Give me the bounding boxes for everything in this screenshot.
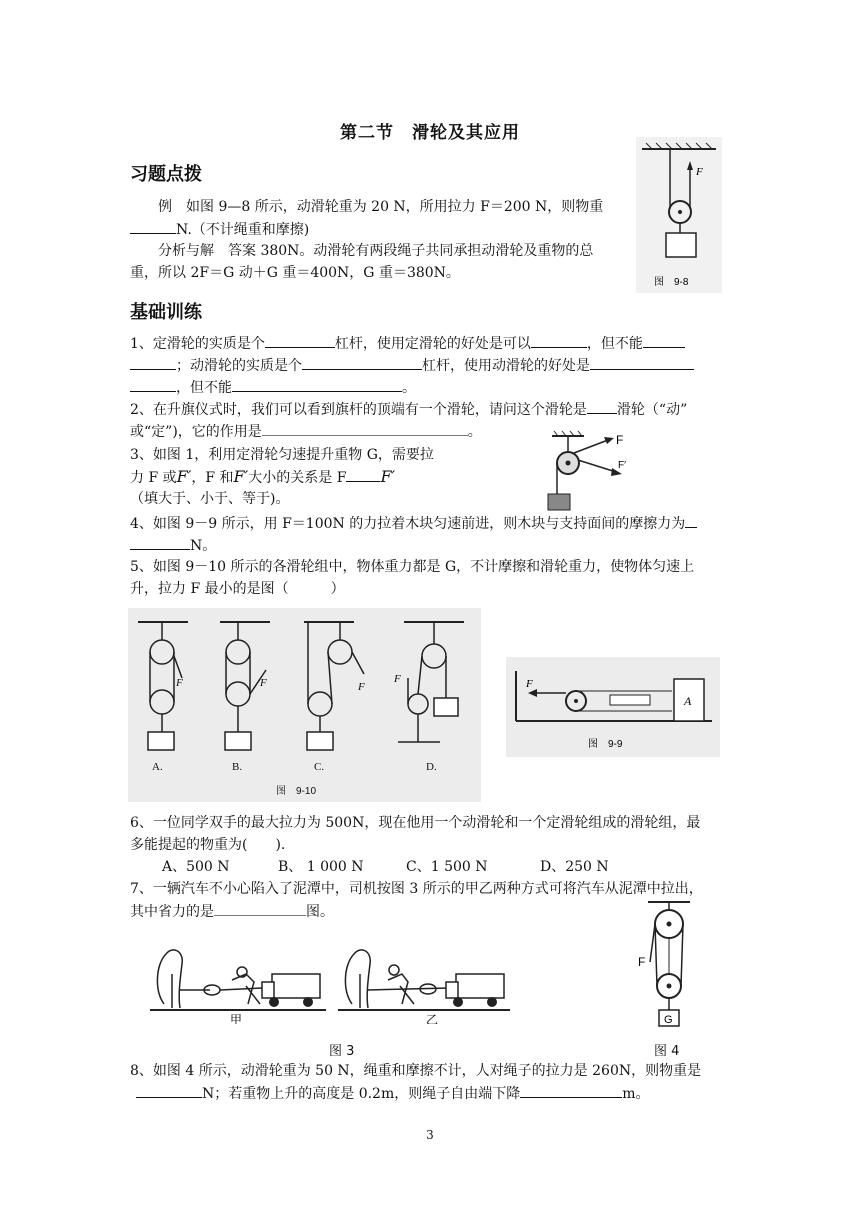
blank-4-cont[interactable] [130,534,190,550]
q6-option-c[interactable]: C、1 500 N [406,859,488,875]
blank-8b[interactable] [520,1082,622,1098]
method-a-label: 甲 [230,1013,243,1024]
question-4-line-1: 4、如图 9－9 所示，用 F＝100N 的力拉着木块匀速前进，则木块与支持面间的摩擦力为 [130,512,730,535]
blank-1c[interactable] [643,332,685,348]
question-8-line-1: 8、如图 4 所示，动滑轮重为 50 N，绳重和摩擦不计，人对绳子的拉力是 260N，则物重是 [130,1063,702,1079]
figure-4-pulley-block [630,898,710,1032]
method-b-label: 乙 [426,1013,439,1024]
force-label: F [638,955,646,969]
question-8-line-2: N；若重物上升的高度是 0.2m，则绳子自由端下降 m。 [130,1082,736,1105]
blank-3[interactable] [346,466,380,482]
blank-8a[interactable] [136,1082,202,1098]
q6-option-b[interactable]: B、 1 000 N [278,859,364,875]
force-label-d: F [394,673,401,685]
pulley-systems-diagram [128,608,481,802]
pulley-block-diagram [506,657,720,757]
question-3-line-3: （填大于、小于、等于)。 [130,491,290,507]
blank-4[interactable] [685,512,697,528]
blank-1c-cont[interactable] [130,354,176,370]
figure-3-car-pulling [150,934,540,1024]
weight-label: G [664,1014,673,1026]
blank-1e-cont[interactable] [130,376,176,392]
figure-3-caption: 图 3 [329,1044,355,1059]
blank-2b[interactable] [262,420,468,436]
movable-pulley-diagram [636,137,722,293]
force-label-a: F [176,677,183,689]
answer-blank[interactable] [130,218,176,234]
example-line-1: 例 如图 9—8 所示，动滑轮重为 20 N，所用拉力 F＝200 N，则物重 [158,199,604,215]
question-1-line-2: ；动滑轮的实质是个 杠杆，使用动滑轮的好处是 [130,354,730,377]
question-6-line-1: 6、一位同学双手的最大拉力为 500N，现在他用一个动滑轮和一个定滑轮组成的滑轮组，最 [130,815,701,831]
q6-option-d[interactable]: D、250 N [540,859,609,875]
figure-caption: 图 9-10 [276,786,317,797]
force-label: F [696,166,703,178]
blank-7[interactable] [214,900,306,916]
question-2-line-2: 或“定”)，它的作用是 。 [130,420,730,443]
page-number: 3 [426,1128,434,1142]
figure-1-fixed-pulley [538,430,648,514]
question-2-line-1: 2、在升旗仪式时，我们可以看到旗杆的顶端有一个滑轮，请问这个滑轮是 滑轮（“动” [130,398,730,421]
figure-9-9 [506,657,720,757]
question-7-line-2: 其中省力的是 图。 [130,900,730,923]
question-7-line-1: 7、一辆汽车不小心陷入了泥潭中，司机按图 3 所示的甲乙两种方式可将汽车从泥潭中拉出， [130,881,703,897]
blank-1f[interactable] [232,376,402,392]
force-label-b: F [260,677,267,689]
example-line-4: 重，所以 2F＝G 动＋G 重＝400N，G 重＝380N。 [130,265,460,281]
question-3-line-1: 3、如图 1，利用定滑轮匀速提升重物 G，需要拉 [130,447,434,463]
section-heading-hints: 习题点拨 [130,164,202,185]
example-line-2: N.（不计绳重和摩擦) [130,218,620,241]
option-label-a: A. [152,761,163,773]
blank-2a[interactable] [587,398,617,414]
question-3-line-2: 力 F 或F′，F 和F′大小的关系是 F F′ [130,467,396,486]
option-label-c: C. [314,761,325,773]
page-title: 第二节 滑轮及其应用 [340,123,520,143]
blank-1e[interactable] [590,354,694,370]
figure-caption: 图 9-9 [588,739,623,750]
force-label-c: F [358,681,365,693]
figure-caption: 图 9-8 [654,277,689,288]
question-1-line-3: ，但不能 。 [130,376,730,399]
force-f-label: F [616,433,624,447]
example-line-3: 分析与解 答案 380N。动滑轮有两段绳子共同承担动滑轮及重物的总 [158,243,594,259]
blank-1d[interactable] [302,354,422,370]
block-label: A [684,694,692,708]
force-fprime-label: F′ [618,460,626,471]
question-1-line-1: 1、定滑轮的实质是个 杠杆，使用定滑轮的好处是可以 ，但不能 [130,332,730,355]
option-label-b: B. [232,761,243,773]
question-5-line-2: 升，拉力 F 最小的是图（ ） [130,581,345,597]
question-4-line-2: N。 [130,534,730,557]
question-6-line-2: 多能提起的物重为( ). [130,837,286,853]
question-5-line-1: 5、如图 9－10 所示的各滑轮组中，物体重力都是 G，不计摩擦和滑轮重力，使物体匀速上 [130,559,695,575]
section-heading-basic: 基础训练 [130,302,202,323]
option-label-d: D. [426,761,437,773]
figure-4-caption: 图 4 [654,1044,680,1059]
blank-1a[interactable] [265,332,335,348]
figure-9-10 [128,608,481,802]
blank-1b[interactable] [531,332,587,348]
force-label: F [526,678,533,690]
figure-9-8 [636,137,722,293]
q6-option-a[interactable]: A、500 N [162,859,230,875]
